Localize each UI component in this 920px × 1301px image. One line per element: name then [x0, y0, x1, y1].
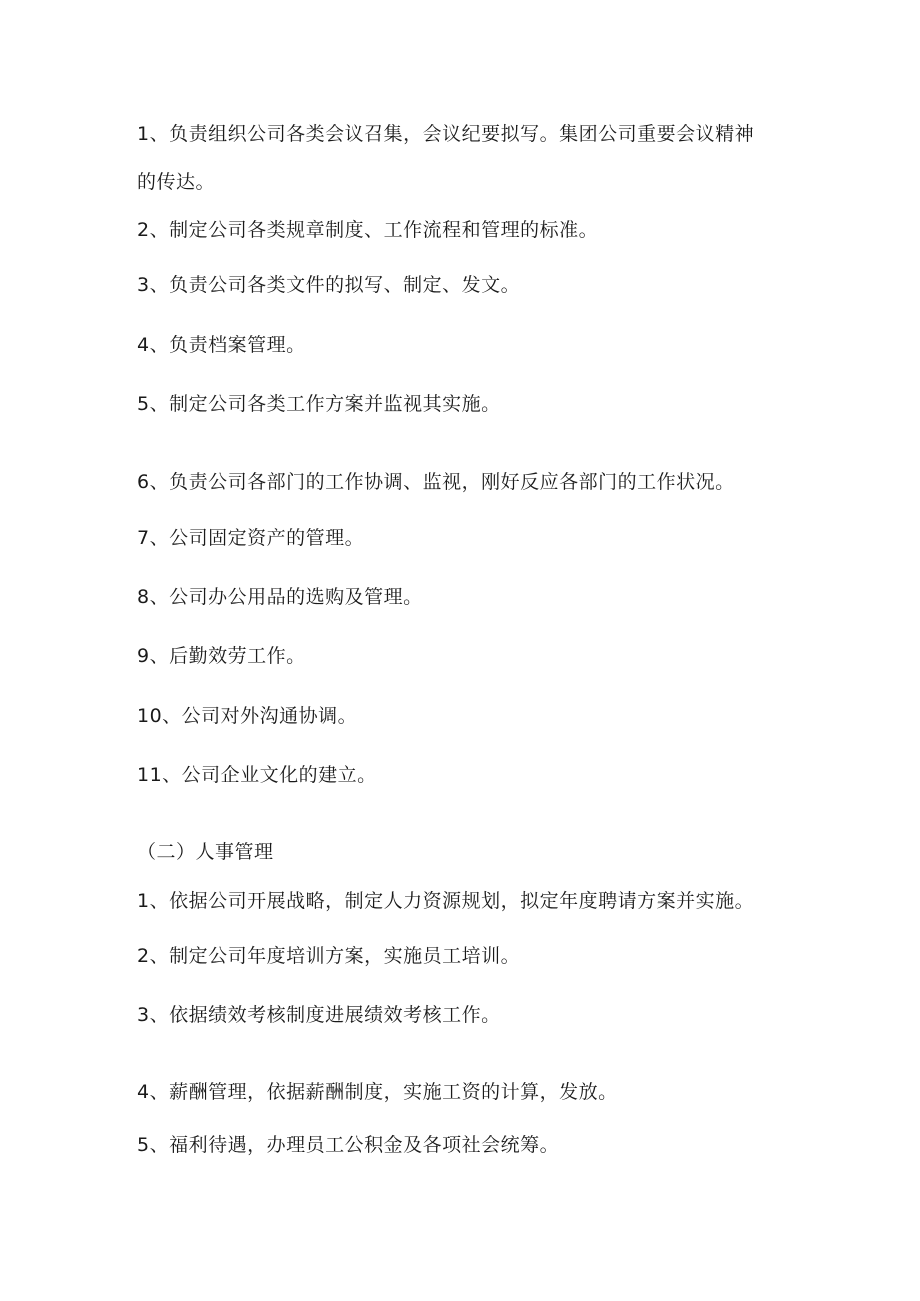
duty-item-1-continued: 的传达。: [137, 171, 216, 193]
duty-item-9: 9、后勤效劳工作。: [137, 645, 306, 667]
duty-item-5: 5、制定公司各类工作方案并监视其实施。: [137, 393, 501, 415]
duty-item-3: 3、负责公司各类文件的拟写、制定、发文。: [137, 274, 521, 296]
section-heading-personnel: （二）人事管理: [137, 841, 274, 863]
duty-item-10: 10、公司对外沟通协调。: [137, 705, 358, 727]
duty-item-2: 2、制定公司各类规章制度、工作流程和管理的标准。: [137, 219, 599, 241]
duty-item-1: 1、负责组织公司各类会议召集，会议纪要拟写。集团公司重要会议精神: [137, 123, 755, 145]
personnel-item-2: 2、制定公司年度培训方案，实施员工培训。: [137, 945, 521, 967]
duty-item-4: 4、负责档案管理。: [137, 334, 306, 356]
duty-item-7: 7、公司固定资产的管理。: [137, 527, 365, 549]
duty-item-6: 6、负责公司各部门的工作协调、监视，刚好反应各部门的工作状况。: [137, 471, 735, 493]
duty-item-8: 8、公司办公用品的选购及管理。: [137, 586, 423, 608]
duty-item-11: 11、公司企业文化的建立。: [137, 764, 377, 786]
personnel-item-1: 1、依据公司开展战略，制定人力资源规划，拟定年度聘请方案并实施。: [137, 890, 755, 912]
personnel-item-4: 4、薪酬管理，依据薪酬制度，实施工资的计算，发放。: [137, 1081, 618, 1103]
personnel-item-3: 3、依据绩效考核制度进展绩效考核工作。: [137, 1004, 501, 1026]
personnel-item-5: 5、福利待遇，办理员工公积金及各项社会统筹。: [137, 1134, 560, 1156]
